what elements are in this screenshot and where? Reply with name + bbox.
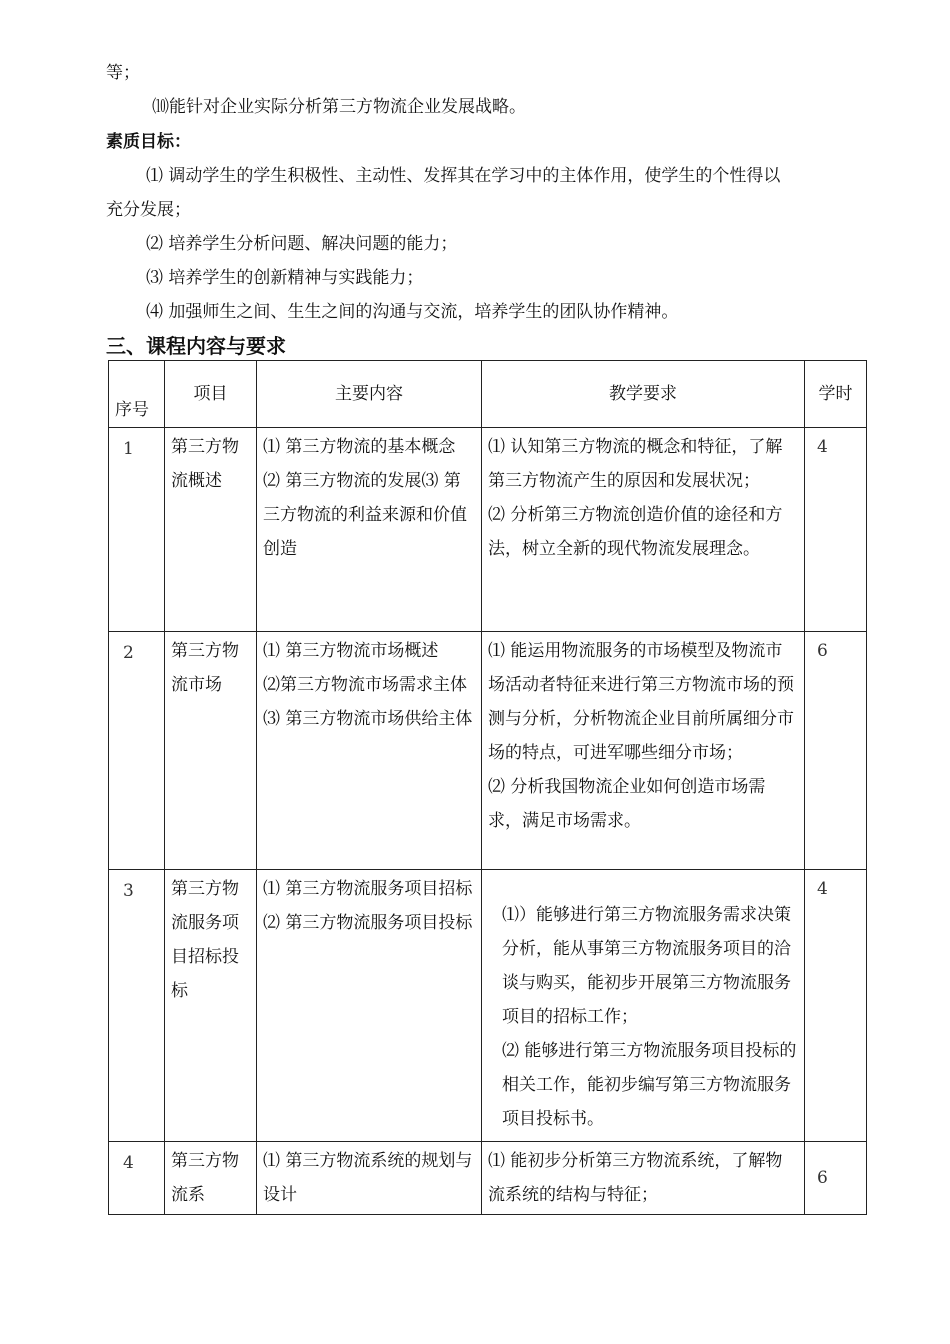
header-hours: 学时	[805, 361, 867, 428]
content-item: ⑴ 第三方物流市场概述	[263, 641, 439, 661]
quality-item-4: ⑷ 加强师生之间、生生之间的沟通与交流，培养学生的团队协作精神。	[146, 302, 679, 322]
requirement-item: ⑴ 认知第三方物流的概念和特征，了解第三方物流产生的原因和发展状况；	[488, 437, 783, 491]
row-no: 2	[109, 632, 165, 870]
table-row	[109, 1142, 867, 1215]
row-requirements	[482, 632, 805, 870]
quality-item-1-cont: 充分发展；	[106, 200, 191, 220]
row-no: 4	[109, 1142, 165, 1215]
content-item: ⑵ 第三方物流的发展⑶ 第三方物流的利益来源和价值创造	[263, 471, 467, 559]
content-item: ⑴ 第三方物流服务项目招标	[263, 879, 473, 899]
requirement-item: ⑴ 能初步分析第三方物流系统，了解物流系统的结构与特征；	[488, 1151, 783, 1205]
content-item: ⑴ 第三方物流系统的规划与设计	[263, 1151, 473, 1205]
row-requirements	[482, 1142, 805, 1215]
quality-item-1: ⑴ 调动学生的学生积极性、主动性、发挥其在学习中的主体作用，使学生的个性得以	[146, 166, 781, 186]
quality-title: 素质目标：	[106, 132, 191, 152]
section-heading: 三、课程内容与要求	[106, 334, 286, 358]
table-row	[109, 632, 867, 870]
header-requirements: 教学要求	[482, 361, 805, 428]
row-requirements	[482, 428, 805, 632]
content-item: ⑶ 第三方物流市场供给主体	[263, 709, 473, 729]
quality-item-3: ⑶ 培养学生的创新精神与实践能力；	[146, 268, 424, 288]
course-content-table	[108, 360, 867, 1215]
row-hours: 6	[805, 1142, 867, 1215]
row-hours: 4	[805, 428, 867, 632]
requirement-item: ⑵ 分析第三方物流创造价值的途径和方法，树立全新的现代物流发展理念。	[488, 505, 783, 559]
row-content	[257, 1142, 482, 1215]
header-no: 序号	[109, 361, 165, 428]
content-item: ⑵第三方物流市场需求主体	[263, 675, 467, 695]
header-project: 项目	[165, 361, 257, 428]
content-item: ⑵ 第三方物流服务项目投标	[263, 913, 473, 933]
row-no: 3	[109, 870, 165, 1142]
table-header-row	[109, 361, 867, 428]
intro-line-2: ⑽能针对企业实际分析第三方物流企业发展战略。	[152, 97, 526, 117]
row-content	[257, 632, 482, 870]
row-project: 第三方物流服务项目招标投标	[165, 870, 257, 1142]
row-hours: 4	[805, 870, 867, 1142]
quality-item-2: ⑵ 培养学生分析问题、解决问题的能力；	[146, 234, 458, 254]
requirement-item: ⑴ 能运用物流服务的市场模型及物流市场活动者特征来进行第三方物流市场的预测与分析，分析物流企业目前所属细分市场的特点，可进军哪些细分市场；	[488, 641, 794, 763]
row-project: 第三方物流市场	[165, 632, 257, 870]
row-hours: 6	[805, 632, 867, 870]
row-requirements	[482, 870, 805, 1142]
row-no: 1	[109, 428, 165, 632]
requirement-item: ⑵ 分析我国物流企业如何创造市场需求，满足市场需求。	[488, 777, 766, 831]
row-project: 第三方物流概述	[165, 428, 257, 632]
header-content: 主要内容	[257, 361, 482, 428]
row-content	[257, 428, 482, 632]
row-project: 第三方物流系	[165, 1142, 257, 1215]
requirement-item: ⑵ 能够进行第三方物流服务项目投标的相关工作，能初步编写第三方物流服务项目投标书。	[502, 1041, 797, 1129]
content-item: ⑴ 第三方物流的基本概念	[263, 437, 456, 457]
requirement-item: ⑴）能够进行第三方物流服务需求决策分析，能从事第三方物流服务项目的洽谈与购买，能初步开展第三方物流服务项目的招标工作；	[502, 905, 791, 1027]
intro-line-1: 等；	[106, 63, 140, 83]
row-content	[257, 870, 482, 1142]
table-row	[109, 428, 867, 632]
table-row	[109, 870, 867, 1142]
